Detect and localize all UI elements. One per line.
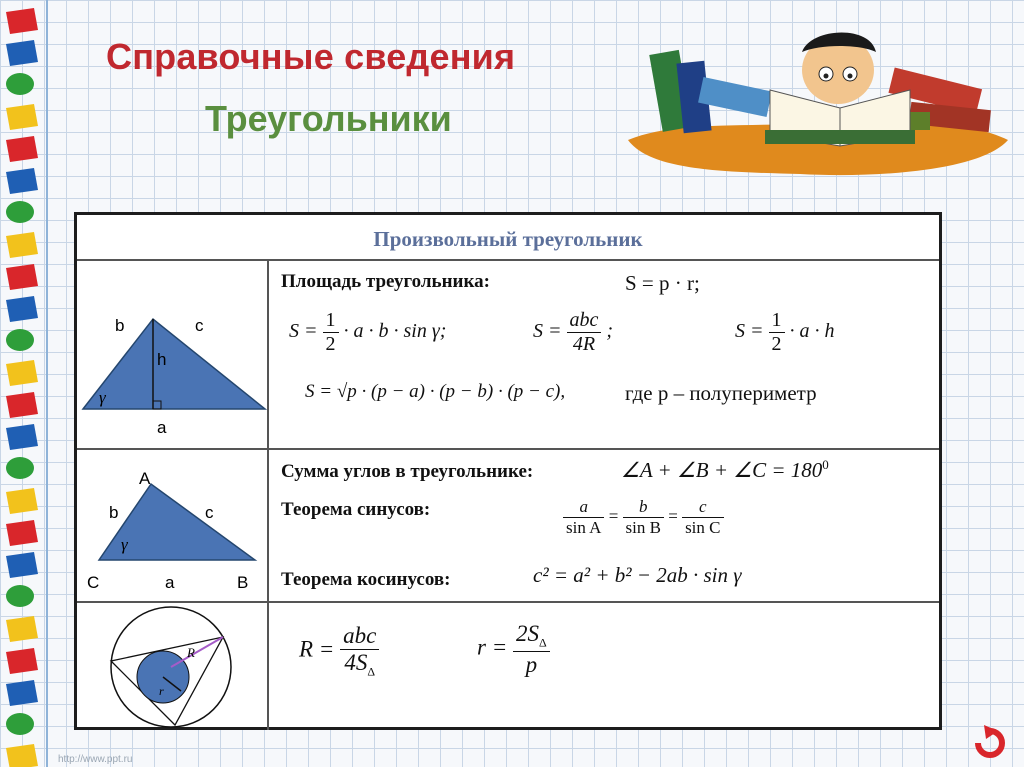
table-header: Произвольный треугольник [373,227,643,251]
label-r: r [159,684,164,698]
decorative-shape [6,520,38,546]
decorative-shape [6,424,38,450]
decorative-shape [6,680,38,706]
label-h: h [157,350,167,369]
area-formula-pr: S = p · r; [625,271,700,295]
decorative-shape [6,648,38,674]
page-subtitle: Треугольники [205,98,452,139]
decorative-shape [6,713,34,735]
decorative-shape [6,457,34,479]
area-formula-sine: S = $\frac{1}{2}$ · a · b · sin γ; [289,309,447,355]
sine-theorem-formula: $\frac{a}{\text{sin A}}$ = $\frac{b}{\text{sin B}}$ = $\frac{c}{\text{sin C}}$ [563,497,724,538]
semiperimeter-note: где p – полупериметр [625,381,817,405]
watermark: http://www.ppt.ru [58,754,133,765]
decorative-shape [6,488,38,514]
inscribed-circumscribed-figure [97,603,247,729]
decorative-shape [6,616,38,642]
decorative-shape [6,552,38,578]
column-divider [267,259,269,730]
triangle-height-figure [77,261,267,447]
page-title: Справочные сведения [106,36,516,77]
decorative-shape [6,329,34,351]
area-label: Площадь треугольника: [281,271,490,292]
label-a: a [165,573,175,592]
label-a: a [157,418,167,437]
decorative-shape [6,360,38,386]
decorative-shape [6,296,38,322]
decorative-shape [6,40,38,66]
cosine-theorem-formula: c² = a² + b² − 2ab · sin γ [533,563,742,587]
label-gamma: γ [121,535,128,554]
label-B: B [237,573,249,592]
reference-table [74,212,942,730]
triangle-abc-figure [77,450,267,600]
decorative-left-strip [0,0,44,767]
decorative-shape [6,232,38,258]
decorative-shape [6,8,38,34]
decorative-shape [6,744,38,767]
label-c: c [205,503,214,522]
angle-sum-formula: ∠A + ∠B + ∠C = $180^0$ [621,457,829,482]
label-b: b [115,316,125,335]
decorative-shape [6,104,38,130]
decorative-shape [6,73,34,95]
label-b: b [109,503,119,522]
decorative-shape [6,392,38,418]
angle-sum-label: Сумма углов в треугольнике: [281,461,534,482]
label-A: A [139,469,151,488]
decorative-shape [6,168,38,194]
label-R: R [187,645,195,660]
decorative-shape [6,136,38,162]
area-formula-height: S = $\frac{1}{2}$ · a · h [735,309,835,355]
decorative-shape [6,264,38,290]
decorative-shape [6,585,34,607]
sine-theorem-label: Теорема синусов: [281,499,431,520]
label-gamma: γ [99,388,106,407]
inradius-formula: r = $\frac{2S_\Delta}{p}$ [477,621,550,678]
label-c: c [195,316,204,335]
label-C: C [87,573,100,592]
boy-reading-illustration [620,22,1012,182]
margin-line [46,0,48,767]
cosine-theorem-label: Теорема косинусов: [281,569,451,590]
decorative-shape [6,201,34,223]
heron-formula: S = √p · (p − a) · (p − b) · (p − c), [305,381,566,402]
circumradius-formula: R = $\frac{\text{abc}}{4S_\Delta}$ [299,623,379,680]
area-formula-circumradius: S = $\frac{\text{abc}}{4R}$ ; [533,309,614,355]
back-arrow-icon[interactable] [970,723,1010,759]
